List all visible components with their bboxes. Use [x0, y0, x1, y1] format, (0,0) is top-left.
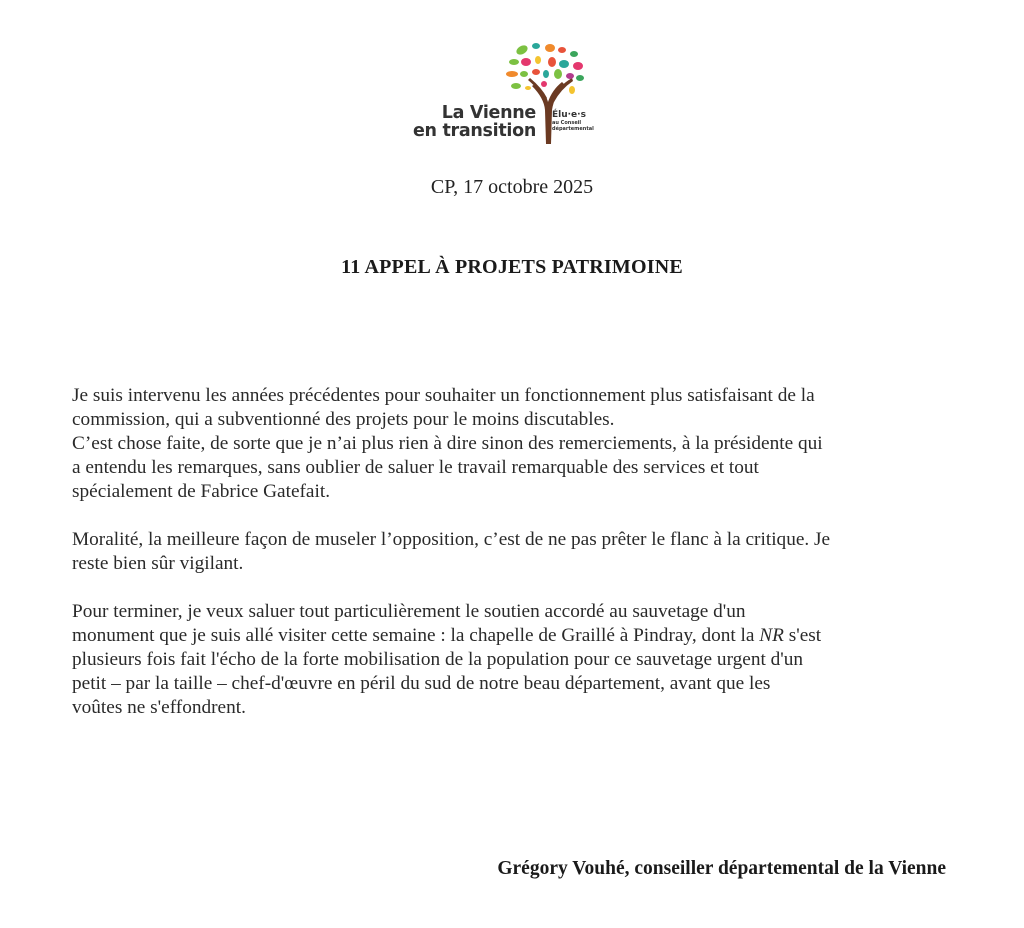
text-line [72, 624, 952, 648]
text-segment: s'est [783, 625, 822, 646]
text-line: reste bien sûr vigilant. [72, 553, 244, 574]
document-body [72, 384, 952, 744]
logo [412, 40, 612, 146]
text-line: Pour terminer, je veux saluer tout particulièrement le soutien accordé au sauvetage d'un [72, 601, 746, 622]
logo-name-line2: en transition [412, 121, 536, 141]
text-line: commission, qui a subventionné des projets pour le moins discutables. [72, 409, 615, 430]
logo-subtitle [552, 110, 594, 132]
text-segment: monument que je suis allé visiter cette semaine : la chapelle de Graillé à Pindray, dont la [72, 625, 760, 646]
text-line: Je suis intervenu les années précédentes pour souhaiter un fonctionnement plus satisfaisant de la [72, 385, 815, 406]
text-line: Moralité, la meilleure façon de museler l’opposition, c’est de ne pas prêter le flanc à la critique. Je [72, 529, 831, 550]
newspaper-abbrev: NR [759, 625, 784, 646]
logo-name [412, 104, 536, 140]
text-line: C’est chose faite, de sorte que je n’ai plus rien à dire sinon des remerciements, à la présidente qui [72, 433, 823, 454]
text-line: petit – par la taille – chef-d'œuvre en péril du sud de notre beau département, avant que les [72, 673, 771, 694]
text-line: plusieurs fois fait l'écho de la forte mobilisation de la population pour ce sauvetage urgent d'un [72, 649, 804, 670]
paragraph-1 [72, 384, 952, 504]
logo-sub-line1: au Conseil [552, 120, 582, 126]
logo-elus: Élu·e·s [552, 110, 586, 120]
signature: Grégory Vouhé, conseiller départemental de la Vienne [497, 858, 946, 879]
paragraph-2 [72, 528, 952, 576]
text-line: a entendu les remarques, sans oublier de saluer le travail remarquable des services et tout [72, 457, 759, 478]
text-line: voûtes ne s'effondrent. [72, 697, 246, 718]
paragraph-3 [72, 600, 952, 720]
document-title: 11 APPEL À PROJETS PATRIMOINE [341, 256, 683, 278]
logo-name-line1: La Vienne [441, 103, 536, 123]
text-line: spécialement de Fabrice Gatefait. [72, 481, 331, 502]
press-release-date: CP, 17 octobre 2025 [430, 176, 594, 198]
logo-sub-line2: départemental [552, 126, 594, 132]
